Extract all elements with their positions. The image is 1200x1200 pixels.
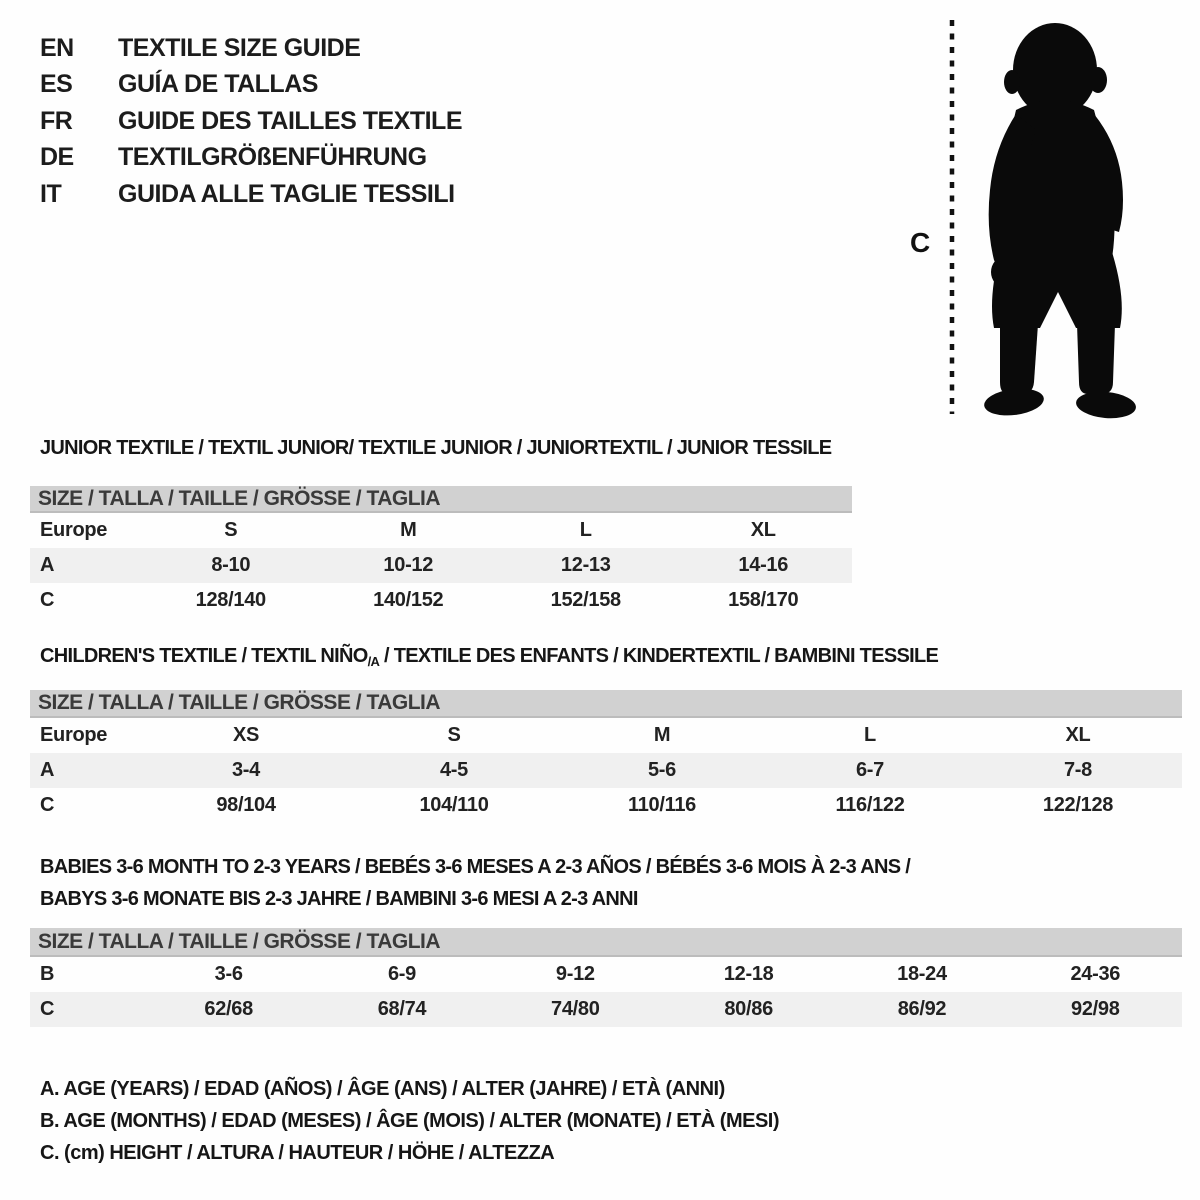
size-header-bar: SIZE / TALLA / TAILLE / GRÖSSE / TAGLIA <box>30 486 852 513</box>
size-cell: XS <box>232 724 260 746</box>
list-item <box>40 176 462 213</box>
size-cell: M <box>400 519 417 541</box>
row-label: B <box>40 963 55 985</box>
size-cell: 7-8 <box>1063 759 1092 781</box>
language-code: DE <box>40 143 74 172</box>
size-header-bar: SIZE / TALLA / TAILLE / GRÖSSE / TAGLIA <box>30 690 1182 718</box>
size-cell: 18-24 <box>897 963 947 985</box>
size-cell: S <box>224 519 238 541</box>
list-item <box>40 67 462 104</box>
row-label: A <box>40 554 55 576</box>
size-cell: 4-5 <box>439 759 468 781</box>
guide-title: TEXTILGRÖßENFÜHRUNG <box>118 143 427 172</box>
size-cell: 158/170 <box>728 589 799 611</box>
size-cell: 152/158 <box>550 589 621 611</box>
size-cell: 140/152 <box>373 589 444 611</box>
guide-title: TEXTILE SIZE GUIDE <box>118 33 361 62</box>
language-code: FR <box>40 106 73 135</box>
babies-section-title <box>40 851 910 915</box>
babies-title-line2: BABYS 3-6 MONATE BIS 2-3 JAHRE / BAMBINI 3-6 MESI A 2-3 ANNI <box>40 888 638 910</box>
size-cell: 3-4 <box>231 759 260 781</box>
toddler-silhouette <box>983 23 1137 421</box>
children-title-post: / TEXTILE DES ENFANTS / KINDERTEXTIL / BAMBINI TESSILE <box>379 645 939 667</box>
size-cell: 8-10 <box>211 554 251 576</box>
legend-line-a: A. AGE (YEARS) / EDAD (AÑOS) / ÂGE (ANS) / ALTER (JAHRE) / ETÀ (ANNI) <box>40 1078 725 1100</box>
size-cell: M <box>653 724 671 746</box>
list-item <box>40 140 462 177</box>
size-cell: 12-18 <box>723 963 774 985</box>
junior-section-title: JUNIOR TEXTILE / TEXTIL JUNIOR/ TEXTILE JUNIOR / JUNIORTEXTIL / JUNIOR TESSILE <box>40 437 832 459</box>
children-section-title <box>40 645 938 669</box>
row-label: Europe <box>40 519 108 541</box>
size-cell: 12-13 <box>560 554 611 576</box>
children-title-subscript: /A <box>367 654 380 669</box>
guide-title: GUÍA DE TALLAS <box>118 70 318 99</box>
legend-line-c: C. (cm) HEIGHT / ALTURA / HAUTEUR / HÖHE / ALTEZZA <box>40 1142 555 1164</box>
size-cell: 116/122 <box>835 794 905 816</box>
junior-size-table <box>30 486 852 618</box>
size-cell: 24-36 <box>1070 963 1121 985</box>
size-cell: 74/80 <box>551 998 600 1020</box>
children-title-pre: CHILDREN'S TEXTILE / TEXTIL NIÑO <box>40 645 368 667</box>
height-measure-figure <box>880 12 1160 422</box>
size-cell: 110/116 <box>628 794 696 816</box>
guide-title: GUIDA ALLE TAGLIE TESSILI <box>118 179 455 208</box>
table-row <box>30 718 1182 753</box>
row-label: C <box>40 998 55 1020</box>
table-row <box>30 513 852 548</box>
size-cell: 62/68 <box>204 998 253 1020</box>
size-cell: 104/110 <box>419 794 489 816</box>
list-item <box>40 103 462 140</box>
table-row <box>30 548 852 583</box>
row-label: C <box>40 589 55 611</box>
table-row <box>30 788 1182 823</box>
table-row <box>30 992 1182 1027</box>
babies-title-line1: BABIES 3-6 MONTH TO 2-3 YEARS / BEBÉS 3-6 MESES A 2-3 AÑOS / BÉBÉS 3-6 MOIS À 2-3 ANS / <box>40 856 911 878</box>
size-cell: 14-16 <box>738 554 789 576</box>
size-cell: 3-6 <box>214 963 243 985</box>
size-cell: 122/128 <box>1042 794 1114 816</box>
language-code: EN <box>40 33 74 62</box>
language-code: ES <box>40 70 73 99</box>
size-cell: 10-12 <box>383 554 434 576</box>
size-cell: 9-12 <box>555 963 595 985</box>
height-measure-label: C <box>910 227 931 258</box>
size-cell: L <box>864 724 876 746</box>
size-cell: XL <box>750 519 776 541</box>
size-cell: 80/86 <box>724 998 773 1020</box>
row-label: Europe <box>40 724 108 746</box>
table-row <box>30 957 1182 992</box>
babies-size-table <box>30 928 1182 1027</box>
guide-title: GUIDE DES TAILLES TEXTILE <box>118 106 463 135</box>
table-row <box>30 583 852 618</box>
size-cell: 86/92 <box>897 998 947 1020</box>
table-row <box>30 753 1182 788</box>
language-code: IT <box>40 179 62 208</box>
size-cell: XL <box>1065 724 1091 746</box>
size-cell: 6-9 <box>387 963 416 985</box>
row-label: A <box>40 759 55 781</box>
size-cell: 68/74 <box>377 998 427 1020</box>
size-cell: S <box>447 724 461 746</box>
list-item <box>40 30 462 67</box>
size-cell: 98/104 <box>216 794 276 816</box>
size-cell: 92/98 <box>1071 998 1120 1020</box>
size-cell: L <box>579 519 592 541</box>
size-cell: 128/140 <box>195 589 266 611</box>
legend-line-b: B. AGE (MONTHS) / EDAD (MESES) / ÂGE (MOIS) / ALTER (MONATE) / ETÀ (MESI) <box>40 1110 780 1132</box>
language-title-list <box>40 30 462 213</box>
row-label: C <box>40 794 55 816</box>
children-size-table <box>30 690 1182 823</box>
size-cell: 6-7 <box>855 759 884 781</box>
measure-legend <box>40 1073 779 1169</box>
size-header-bar: SIZE / TALLA / TAILLE / GRÖSSE / TAGLIA <box>30 928 1182 957</box>
size-cell: 5-6 <box>647 759 676 781</box>
